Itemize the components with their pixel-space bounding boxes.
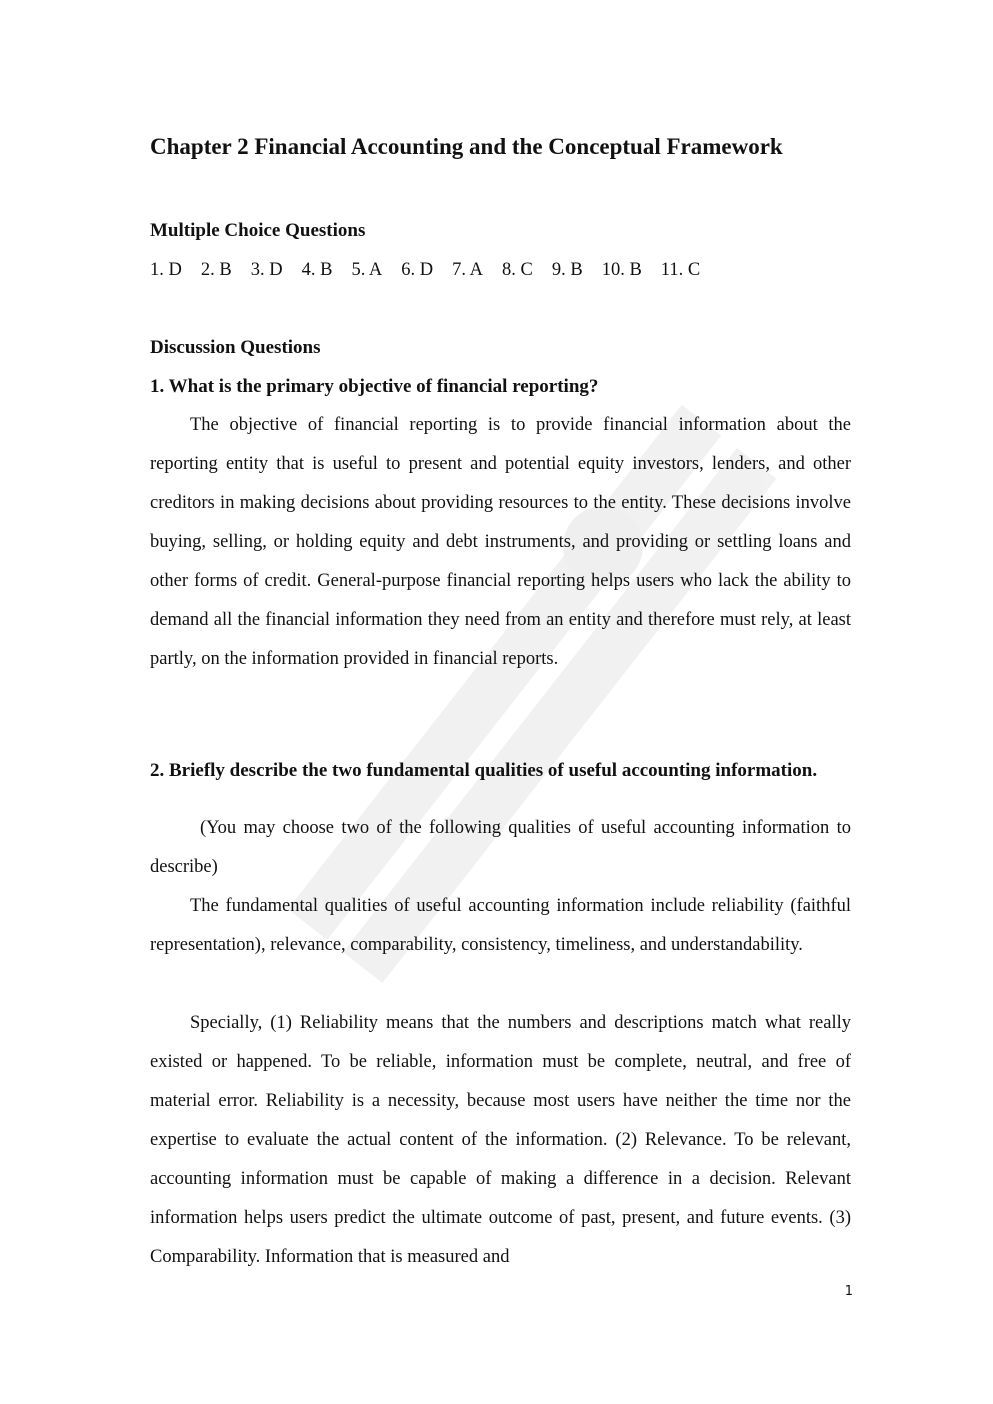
answer-item: 6. D xyxy=(401,260,434,280)
answer-1-paragraph: The objective of financial reporting is to provide financial information about the reporting entity that is useful to present and potential equity investors, lenders, and other creditors in making decisions about providing resources to the entity. These decisions involve buying, selling, or holding equity and debt instruments, and providing or settling loans and other forms of credit. General-purpose financial reporting helps users who lack the ability to demand all the financial information they need from an entity and therefore must rely, at least partly, on the information provided in financial reports. xyxy=(150,415,851,669)
page-number: 1 xyxy=(844,1284,853,1299)
answer-item: 7. A xyxy=(452,260,483,280)
answer-item: 9. B xyxy=(551,260,583,280)
answer-item: 4. B xyxy=(301,260,333,280)
answer-2-note: (You may choose two of the following qualities of useful accounting information to describe) xyxy=(150,818,851,877)
answer-2-paragraph-2: Specially, (1) Reliability means that the numbers and descriptions match what really existed or happened. To be reliable, information must be complete, neutral, and free of material error. Reliability is a necessity, because most users have neither the time nor the expertise to evaluate the actual content of the information. (2) Relevance. To be relevant, accounting information must be capable of making a difference in a decision. Relevant information helps users predict the ultimate outcome of past, present, and future events. (3) Comparability. Information that is measured and xyxy=(150,1013,851,1267)
multiple-choice-answers xyxy=(150,257,851,283)
multiple-choice-heading: Multiple Choice Questions xyxy=(150,220,366,241)
answer-2-paragraph-1: The fundamental qualities of useful accounting information include reliability (faithful representation), relevance, comparability, consistency, timeliness, and understandability. xyxy=(150,896,851,955)
answer-item: 11. C xyxy=(660,260,701,280)
page-title: Chapter 2 Financial Accounting and the Conceptual Framework xyxy=(150,134,783,159)
answer-item: 5. A xyxy=(351,260,383,280)
answer-item: 3. D xyxy=(250,260,283,280)
answer-item: 8. C xyxy=(502,260,533,280)
question-2: 2. Briefly describe the two fundamental qualities of useful accounting information. xyxy=(150,760,818,781)
answer-item: 1. D xyxy=(150,260,182,280)
answer-item: 2. B xyxy=(200,260,232,280)
discussion-heading: Discussion Questions xyxy=(150,337,321,358)
question-1: 1. What is the primary objective of financial reporting? xyxy=(150,376,599,397)
answer-item: 10. B xyxy=(601,260,642,280)
